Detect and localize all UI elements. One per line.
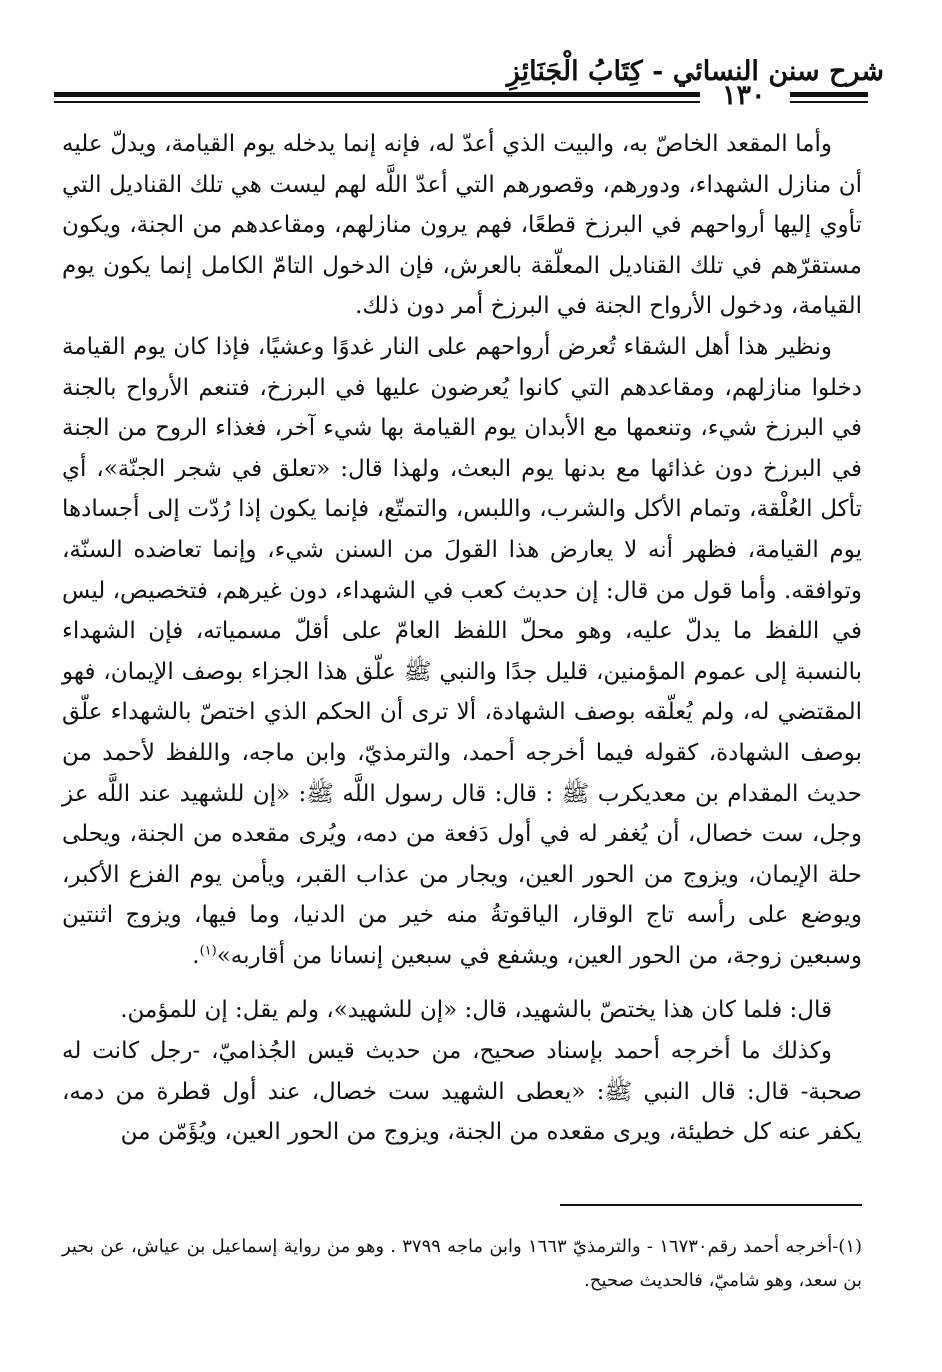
paragraph: وأما المقعد الخاصّ به، والبيت الذي أعدّ له، فإنه إنما يدخله يوم القيامة، ويدلّ عليه أن منازل الشهداء، ودورهم، وقصورهم التي أعدّ اللَّه لهم ليست هي تلك القناديل التي تأوي إليها أرواحهم في البرزخ قطعًا، فهم يرون منازلهم، ومقاعدهم من الجنة، ويكون مستقرّهم في تلك القناديل المعلّقة بالعرش، فإن الدخول التامّ الكامل إنما يكون يوم القيامة، ودخول الأرواح الجنة في البرزخ أمر دون ذلك. bbox=[62, 131, 862, 320]
paragraph-text: ونظير هذا أهل الشقاء تُعرض أرواحهم على النار غدوًا وعشيًا، فإذا كان يوم القيامة دخلوا منازلهم، ومقاعدهم التي كانوا يُعرضون عليها في البرزخ، فتنعم الأرواح بالجنة في البرزخ شيء، وتنعمها مع الأبدان يوم القيامة بها شيء آخر، فغذاء الروح من الجنة في البرزخ دون غذائها مع بدنها يوم البعث، ولهذا قال: «تعلق في شجر الجنّة»، أي تأكل العُلْقة، وتمام الأكل والشرب، واللبس، والتمتّع، فإنما يكون إذا رُدّت إلى أجسادها يوم القيامة، فظهر أنه لا يعارض هذا القولَ من السنن شيء، وإنما تعاضده السنّة، وتوافقه. وأما قول من قال: إن حديث كعب في الشهداء، دون غيرهم، فتخصيص، ليس في اللفظ ما يدلّ عليه، وهو محلّ اللفظ العامّ على أقلّ مسمياته، فإن الشهداء بالنسبة إلى عموم المؤمنين، قليل جدًا والنبي ﷺ علّق هذا الجزاء بوصف الإيمان، فهو المقتضي له، ولم يُعلّقه بوصف الشهادة، ألا ترى أن الحكم الذي اختصّ بالشهداء علّق بوصف الشهادة، كقوله فيما أخرجه أحمد، والترمذيّ، وابن ماجه، واللفظ لأحمد من حديث المقدام بن معديكرب ﷺ : قال: قال رسول اللَّه ﷺ: «إن للشهيد عند اللَّه عز وجل، ست خصال، أن يُغفر له في أول دَفعة من دمه، ويُرى مقعده من الجنة، ويحلى حلة الإيمان، ويزوج من الحور العين، ويجار من عذاب القبر، ويأمن يوم الفزع الأكبر، ويوضع على رأسه تاج الوقار، الياقوتةُ منه خير من الدنيا، وما فيها، ويزوج اثنتين وسبعين زوجة، من الحور العين، ويشفع في سبعين إنسانا من أقاربه» bbox=[62, 333, 862, 969]
page-number: ١٣٠ bbox=[722, 80, 766, 111]
paragraph: قال: فلما كان هذا يختصّ بالشهيد، قال: «إن للشهيد»، ولم يقل: إن للمؤمن. bbox=[120, 997, 832, 1024]
main-text bbox=[62, 124, 862, 1153]
footnote-separator bbox=[560, 1204, 862, 1206]
paragraph bbox=[62, 327, 862, 977]
paragraph: وكذلك ما أخرجه أحمد بإسناد صحيح، من حديث قيس الجُذاميّ، -رجل كانت له صحبة- قال: قال النبي ﷺ: «يعطى الشهيد ست خصال، عند أول قطرة من دمه، يكفر عنه كل خطيئة، ويرى مقعده من الجنة، ويزوج من الحور العين، ويُؤَمّن من bbox=[62, 1038, 862, 1146]
footnote-reference: (١) bbox=[199, 943, 217, 959]
footnotes bbox=[62, 1230, 862, 1298]
paragraph-end-mark: . bbox=[192, 942, 200, 969]
footnote: (١)-أخرجه أحمد رقم١٦٧٣٠ - والترمذيّ ١٦٦٣ وابن ماجه ٣٧٩٩ . وهو من رواية إسماعيل بن عياش، عن بحير بن سعد، وهو شاميّ، فالحديث صحيح. bbox=[62, 1236, 863, 1291]
running-header-title: شرح سنن النسائي - كِتَابُ الْجَنَائِزِ bbox=[506, 56, 884, 87]
